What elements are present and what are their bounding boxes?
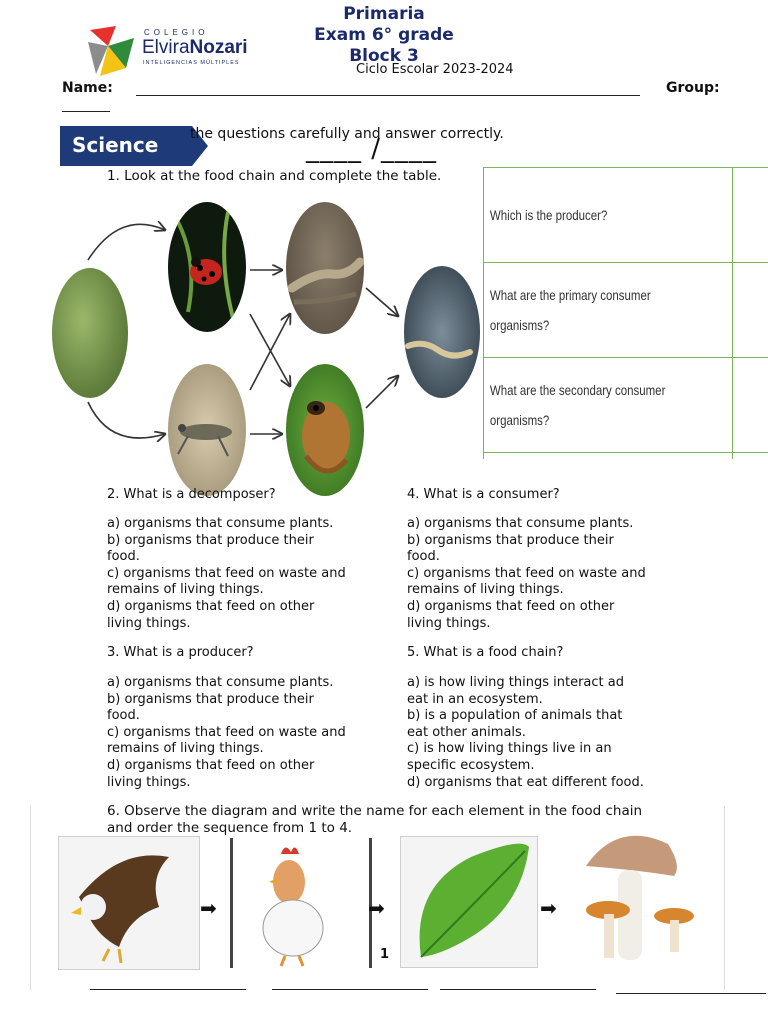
q6-frame-left <box>30 806 31 990</box>
score-box: ____ /____ <box>306 134 438 164</box>
header-line-3: Block 3 <box>349 46 419 66</box>
group-label: Group: <box>666 80 720 96</box>
q1-question-cell: Which is the producer? <box>484 168 733 263</box>
ladybug-image <box>168 202 246 332</box>
q1-answer-secondary[interactable] <box>733 358 768 453</box>
grasshopper-icon <box>168 364 246 496</box>
q4-prompt: 4. What is a consumer? <box>407 487 560 502</box>
ladybug-icon <box>168 202 246 332</box>
q1-answer-primary[interactable] <box>733 263 768 358</box>
logo-name: ElviraNozari <box>142 37 248 58</box>
food-web-diagram <box>0 190 480 490</box>
hen-image <box>230 838 372 968</box>
school-year: Ciclo Escolar 2023-2024 <box>356 62 514 77</box>
frog-icon <box>286 364 364 496</box>
page-number: 1 <box>380 947 390 962</box>
q6-prompt: 6. Observe the diagram and write the name for each element in the food chain and order the sequence from 1 to 4. <box>107 803 643 836</box>
arrow-icon-3: ➡ <box>540 896 557 920</box>
grasshopper-image <box>168 364 246 496</box>
lizard-icon <box>286 202 364 334</box>
eagle-icon <box>59 837 199 969</box>
logo-tagline: INTELIGENCIAS MÚLTIPLES <box>143 60 240 66</box>
group-field[interactable] <box>62 111 110 112</box>
q6-answer-line-2[interactable] <box>272 989 428 990</box>
name-label: Name: <box>62 80 113 96</box>
header-line-1: Primaria <box>343 4 425 24</box>
school-logo <box>86 24 256 78</box>
q1-question-cell: What are the primary consumer organisms? <box>484 263 733 358</box>
q4-options: a) organisms that consume plants. b) organisms that produce their food. c) organisms that feed on waste and remains of living things. d) organisms that feed on other living things. <box>407 516 646 631</box>
eagle-image <box>58 836 200 970</box>
q5-options: a) is how living things interact ad eat in an ecosystem. b) is a population of animals that eat other animals. c) is how living things live in an specific ecosystem. d) organisms that eat different food. <box>407 675 644 790</box>
hen-icon <box>233 838 363 968</box>
q6-frame-right <box>724 806 725 990</box>
q1-question-cell: What are the secondary consumer organisms? <box>484 358 733 453</box>
logo-emblem-icon <box>86 24 138 78</box>
leaf-icon <box>401 837 537 967</box>
q1-table-wrap <box>483 167 768 459</box>
q2-options: a) organisms that consume plants. b) organisms that produce their food. c) organisms that feed on waste and remains of living things. d) organisms that feed on other living things. <box>107 516 346 631</box>
frog-image <box>286 364 364 496</box>
q1-table <box>483 167 768 459</box>
header-line-2: Exam 6° grade <box>314 25 454 45</box>
leaf-image <box>400 836 538 968</box>
q5-prompt: 5. What is a food chain? <box>407 645 564 660</box>
q6-answer-line-4[interactable] <box>616 993 766 994</box>
mushroom-image <box>578 826 708 976</box>
snake-image <box>404 266 480 398</box>
q3-options: a) organisms that consume plants. b) organisms that produce their food. c) organisms that feed on waste and remains of living things. d) organisms that feed on other living things. <box>107 675 346 790</box>
q2-prompt: 2. What is a decomposer? <box>107 487 276 502</box>
logo-top: COLEGIO <box>144 28 209 37</box>
arrow-icon-1: ➡ <box>200 896 217 920</box>
mushroom-icon <box>578 826 708 976</box>
name-field[interactable] <box>136 95 640 96</box>
q3-prompt: 3. What is a producer? <box>107 645 254 660</box>
science-banner: Science <box>72 133 159 157</box>
grass-image <box>52 268 128 398</box>
instructions: the questions carefully and answer correctly. <box>190 126 504 142</box>
q6-answer-line-1[interactable] <box>90 989 246 990</box>
q1-answer-producer[interactable] <box>733 168 768 263</box>
q6-answer-line-3[interactable] <box>440 989 596 990</box>
lizard-image <box>286 202 364 334</box>
snake-icon <box>404 266 480 398</box>
q1-prompt: 1. Look at the food chain and complete the table. <box>107 168 442 184</box>
arrow-icon-2: ➡ <box>368 896 385 920</box>
